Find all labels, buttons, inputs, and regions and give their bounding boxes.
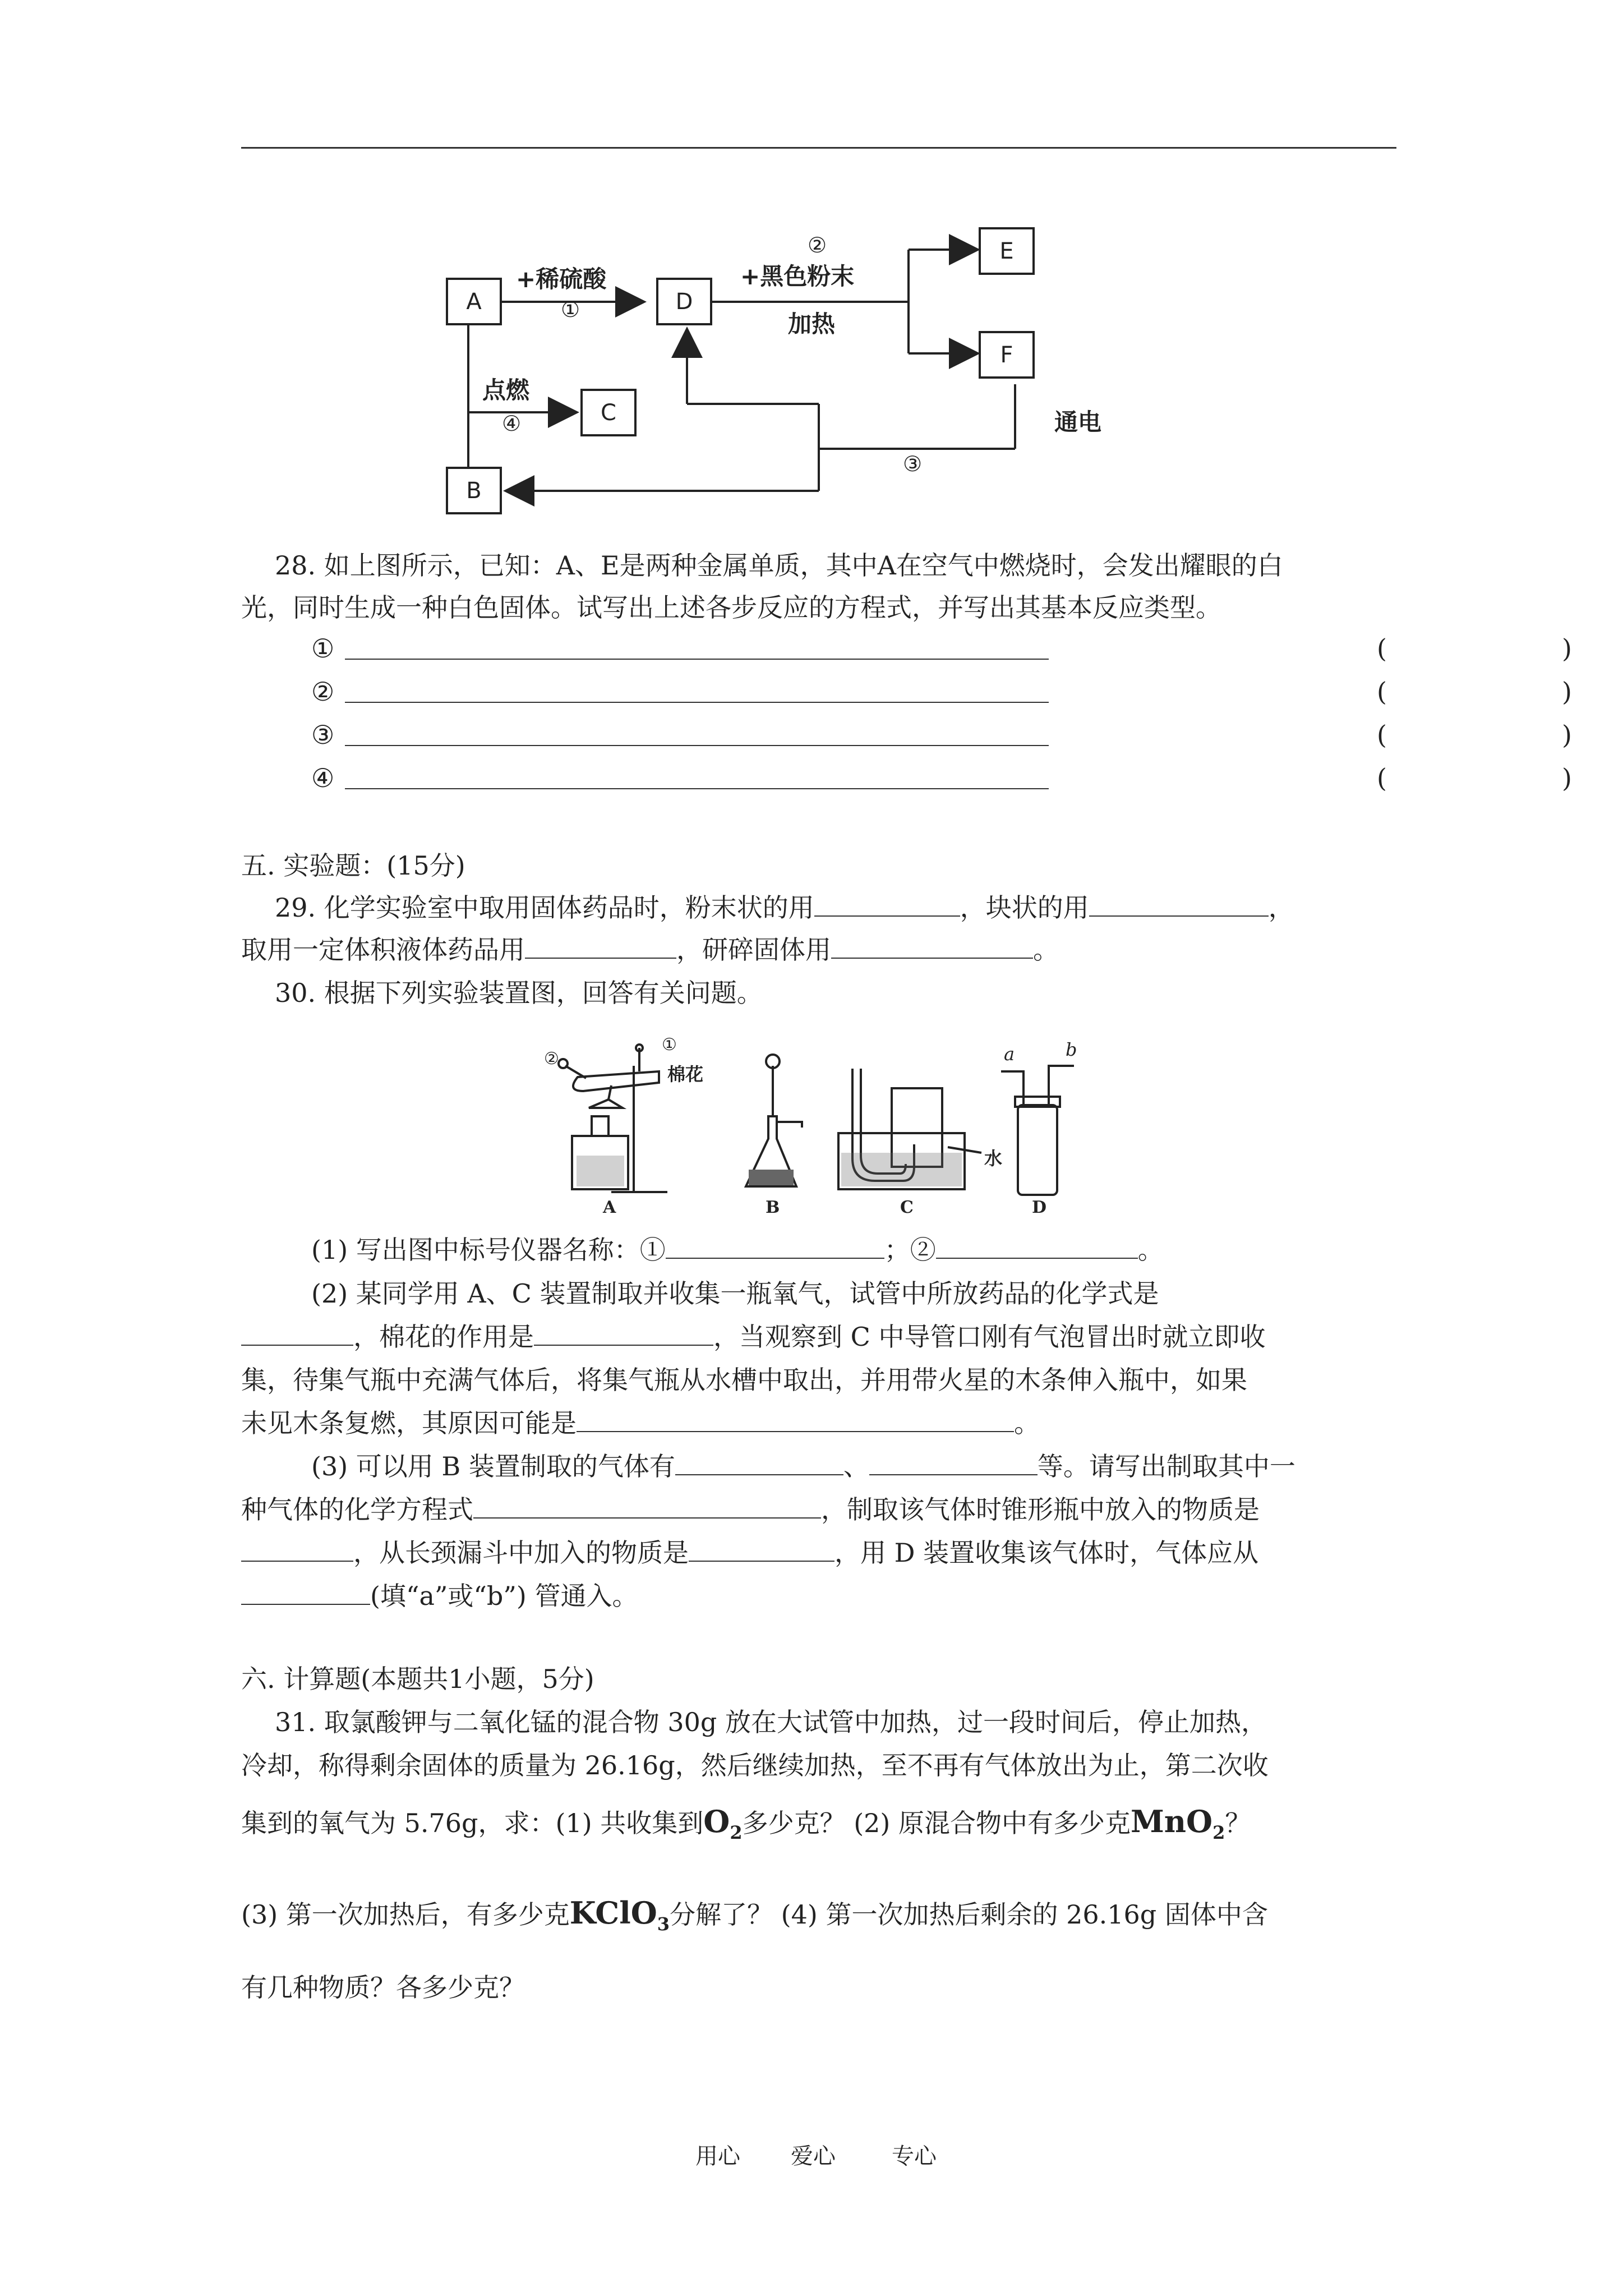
q30-text: 未见木条复燃，其原因可能是 [241, 1408, 577, 1438]
q31-text: 分解了？ (4) 第一次加热后剩余的 26.16g 固体中含 [670, 1899, 1268, 1930]
q28-line2: 光，同时生成一种白色固体。试写出上述各步反应的方程式，并写出其基本反应类型。 [241, 592, 1221, 623]
box-B: B [446, 467, 502, 514]
q29-blank-liquid[interactable] [525, 935, 676, 959]
reaction-type-close: ) [1562, 677, 1572, 707]
q30-blank-tube[interactable] [241, 1581, 370, 1605]
apparatus-tube-a-label: a [1004, 1043, 1015, 1065]
apparatus-water-label: 水 [984, 1148, 1003, 1169]
apparatus-caption-B: B [766, 1198, 780, 1217]
q29-text: ， [1268, 892, 1294, 923]
label-step-2: ② [808, 233, 827, 257]
reaction-diagram [437, 222, 1138, 524]
apparatus-tube-b-label: b [1066, 1039, 1077, 1060]
row-number: ② [311, 677, 335, 707]
q30-blank-funnel-substance[interactable] [689, 1538, 834, 1562]
label-black-powder: +黑色粉末 [740, 263, 855, 290]
label-heating: 加热 [788, 310, 836, 338]
q31-text: (3) 第一次加热后，有多少克 [241, 1899, 570, 1930]
q30-part2-line3: 集，待集气瓶中充满气体后，将集气瓶从水槽中取出，并用带火星的木条伸入瓶中，如果 [241, 1365, 1247, 1395]
label-step-1: ① [561, 297, 580, 322]
formula-mno2 [1131, 1803, 1225, 1843]
reaction-type-open: ( [1377, 633, 1387, 664]
apparatus-caption-A: A [603, 1198, 616, 1217]
apparatus-mark-1: ① [662, 1035, 677, 1055]
q29-text: ，研碎固体用 [676, 935, 831, 965]
q30-text: 、 [843, 1451, 869, 1481]
reaction-type-open: ( [1377, 720, 1387, 750]
q30-intro: 30. 根据下列实验装置图，回答有关问题。 [275, 978, 763, 1008]
apparatus-caption-D: D [1032, 1198, 1047, 1217]
section5-title: 五. 实验题：(15分) [241, 850, 465, 881]
formula-symbol: O [703, 1803, 730, 1839]
q30-text: ，用 D 装置收集该气体时，气体应从 [834, 1538, 1259, 1568]
answer-blank[interactable] [345, 702, 1049, 703]
q30-part1 [311, 1234, 1164, 1266]
q30-part3-line1 [311, 1451, 1295, 1482]
section6-title: 六. 计算题(本题共1小题，5分) [241, 1664, 594, 1694]
apparatus-caption-C: C [900, 1198, 914, 1217]
header-rule [241, 147, 1396, 149]
formula-subscript: 2 [730, 1821, 743, 1843]
formula-kclo3 [569, 1895, 670, 1935]
box-D: D [656, 278, 712, 325]
q29-line1 [275, 892, 1294, 923]
q30-text: ，制取该气体时锥形瓶中放入的物质是 [821, 1494, 1260, 1525]
q29-blank-block[interactable] [1089, 893, 1269, 917]
footer-text-3: 专心 [892, 2143, 937, 2169]
q30-text: ，从长颈漏斗中加入的物质是 [353, 1538, 689, 1568]
q30-blank-reason[interactable] [577, 1409, 1014, 1432]
reaction-type-open: ( [1377, 763, 1387, 793]
q31-line1: 31. 取氯酸钾与二氧化锰的混合物 30g 放在大试管中加热，过一段时间后，停止加热， [275, 1707, 1267, 1737]
q30-text: 。 [1137, 1235, 1164, 1265]
box-A: A [446, 278, 502, 325]
q30-text: 等。请写出制取其中一 [1037, 1451, 1295, 1481]
apparatus-mark-2: ② [544, 1049, 559, 1069]
q30-part3-line3 [241, 1537, 1258, 1568]
q31-text: 集到的氧气为 5.76g，求：(1) 共收集到 [241, 1808, 704, 1838]
q30-blank-gas-2[interactable] [869, 1452, 1038, 1475]
answer-blank[interactable] [345, 659, 1049, 660]
q31-text: 多少克？ (2) 原混合物中有多少克 [742, 1808, 1131, 1838]
box-F: F [979, 331, 1035, 379]
q29-text: ，块状的用 [960, 892, 1089, 923]
formula-symbol: KClO [569, 1895, 657, 1931]
q30-blank-gas-1[interactable] [675, 1452, 843, 1475]
q31-line4 [241, 1893, 1268, 1944]
q31-line5: 有几种物质？各多少克？ [241, 1972, 525, 2003]
q30-blank-flask-substance[interactable] [241, 1538, 353, 1562]
answer-blank[interactable] [345, 745, 1049, 746]
apparatus-drawing [555, 1043, 1088, 1223]
q30-part2-line2 [241, 1321, 1265, 1352]
reaction-type-close: ) [1562, 633, 1572, 664]
q30-text: 种气体的化学方程式 [241, 1494, 473, 1525]
label-dilute-acid: +稀硫酸 [516, 265, 607, 293]
q31-text: ？ [1225, 1808, 1251, 1838]
q29-blank-powder[interactable] [814, 893, 960, 917]
q30-text: ；② [884, 1235, 936, 1265]
q30-text: (3) 可以用 B 装置制取的气体有 [311, 1451, 675, 1481]
q30-text: (1) 写出图中标号仪器名称：① [311, 1235, 666, 1265]
q30-part2-line4 [241, 1407, 1040, 1439]
q30-part2-line1: (2) 某同学用 A、C 装置制取并收集一瓶氧气，试管中所放药品的化学式是 [311, 1278, 1159, 1309]
q30-blank-instrument-2[interactable] [936, 1235, 1138, 1259]
formula-o2 [703, 1803, 743, 1843]
q29-text: 29. 化学实验室中取用固体药品时，粉末状的用 [275, 892, 814, 923]
row-number: ① [311, 633, 335, 664]
q31-line2: 冷却，称得剩余固体的质量为 26.16g，然后继续加热，至不再有气体放出为止，第二次收 [241, 1750, 1269, 1780]
row-number: ④ [311, 763, 335, 793]
reaction-type-close: ) [1562, 720, 1572, 750]
q29-text: 取用一定体积液体药品用 [241, 935, 525, 965]
q30-blank-instrument-1[interactable] [666, 1235, 884, 1259]
apparatus-figure [544, 1035, 1088, 1223]
reaction-type-close: ) [1562, 763, 1572, 793]
formula-subscript: 2 [1212, 1821, 1225, 1843]
q29-line2 [241, 934, 1059, 965]
answer-blank[interactable] [345, 788, 1049, 789]
q31-line3 [241, 1802, 1251, 1852]
q30-blank-cotton[interactable] [534, 1322, 713, 1346]
row-number: ③ [311, 720, 335, 750]
q28-line1: 28. 如上图所示，已知：A、E是两种金属单质，其中A在空气中燃烧时，会发出耀眼的白 [275, 550, 1283, 581]
q30-part3-line4 [241, 1580, 638, 1612]
q30-blank-equation[interactable] [473, 1495, 821, 1519]
q30-text: 。 [1014, 1408, 1040, 1438]
label-ignite: 点燃 [482, 376, 530, 404]
q30-text: ，棉花的作用是 [353, 1322, 534, 1352]
q29-text: 。 [1033, 935, 1059, 965]
apparatus-cotton-label: 棉花 [667, 1064, 704, 1085]
q30-part3-line2 [241, 1494, 1260, 1525]
box-E: E [979, 227, 1035, 275]
q29-blank-grind[interactable] [831, 935, 1033, 959]
footer-text-1: 用心 [695, 2143, 740, 2169]
q30-text: ，当观察到 C 中导管口刚有气泡冒出时就立即收 [713, 1322, 1266, 1352]
formula-subscript: 3 [657, 1913, 670, 1935]
box-C: C [580, 389, 637, 436]
formula-symbol: MnO [1131, 1803, 1213, 1839]
q30-text: (填“a”或“b”) 管通入。 [370, 1581, 638, 1611]
reaction-type-open: ( [1377, 677, 1387, 707]
label-electrify: 通电 [1054, 408, 1102, 436]
label-step-4: ④ [502, 411, 522, 436]
q30-blank-formula[interactable] [241, 1322, 353, 1346]
label-step-3: ③ [903, 452, 923, 476]
footer-text-2: 爱心 [791, 2143, 836, 2169]
